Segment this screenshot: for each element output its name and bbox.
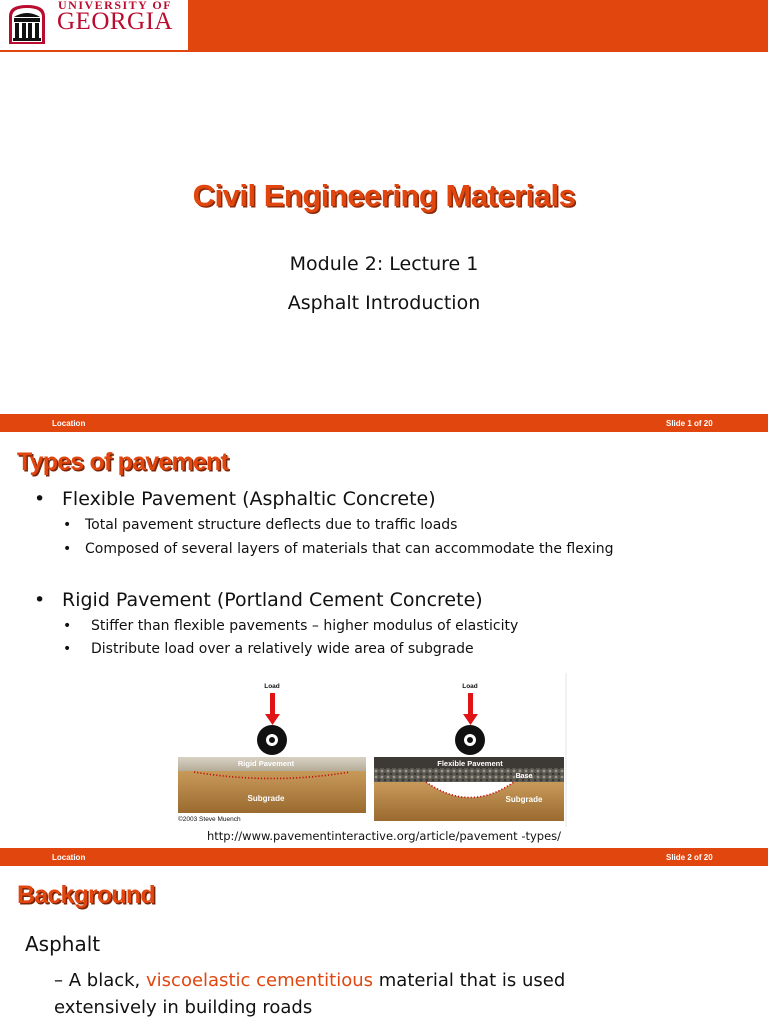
sub-bullet (63, 541, 614, 557)
rigid-label: Rigid Pavement (237, 759, 295, 768)
left-subgrade-label: Subgrade (247, 794, 285, 803)
left-load-label: Load (264, 683, 280, 690)
slide1-subtitle-module: Module 2: Lecture 1 (289, 253, 479, 275)
footer-slide-number: Slide 2 of 20 (666, 853, 713, 862)
bullet-dot: • (34, 488, 46, 510)
uga-logo (0, 0, 188, 50)
header-bar (0, 0, 768, 52)
logo-text-line2: GEORGIA (57, 8, 173, 35)
slide2-footer (0, 848, 768, 866)
right-load-arrow (468, 693, 473, 715)
bullet-rigid (34, 589, 483, 611)
definition-text: A black, (68, 970, 141, 991)
arch-logo-icon (6, 2, 48, 46)
footer-location: Location (52, 853, 86, 862)
sub-bullet (63, 641, 474, 657)
left-wheel-icon (257, 725, 287, 755)
sub-bullet (63, 517, 457, 533)
slide1-title: Civil Engineering Materials (192, 178, 576, 213)
bullet-dot: • (63, 618, 72, 634)
bullet-dot: • (34, 589, 46, 611)
base-label: Base (515, 773, 533, 780)
footer-slide-number: Slide 1 of 20 (666, 419, 713, 428)
figure-source-link: http://www.pavementinteractive.org/article/pavement -types/ (206, 829, 562, 843)
dash: – (54, 970, 63, 991)
bullet-dot: • (63, 641, 72, 657)
asphalt-heading: Asphalt (25, 932, 101, 956)
logo-text-line1: UNIVERSITY OF (58, 0, 173, 12)
sub-bullet (63, 618, 518, 634)
sub-bullet-text: Composed of several layers of materials that can accommodate the flexing (85, 541, 614, 557)
definition-highlight: viscoelastic cementitious (146, 970, 374, 991)
slide2-title: Types of pavement (17, 448, 228, 476)
slide1-footer (0, 414, 768, 432)
bullet-text: Rigid Pavement (Portland Cement Concrete) (62, 589, 483, 611)
sub-bullet-text: Distribute load over a relatively wide area of subgrade (91, 641, 474, 657)
bullet-dot: • (63, 541, 72, 557)
bullet-flexible (34, 488, 436, 510)
bullet-text: Flexible Pavement (Asphaltic Concrete) (62, 488, 436, 510)
footer-location: Location (52, 419, 86, 428)
left-load-arrow (270, 693, 275, 715)
asphalt-definition (54, 967, 654, 1021)
bullet-dot: • (63, 517, 72, 533)
sub-bullet-text: Total pavement structure deflects due to traffic loads (85, 517, 458, 533)
slide3-title: Background (17, 881, 155, 909)
sub-bullet-text: Stiffer than flexible pavements – higher modulus of elasticity (91, 618, 519, 634)
right-load-label: Load (462, 683, 478, 690)
flexible-label: Flexible Pavement (437, 759, 503, 768)
pavement-diagram (176, 673, 568, 827)
definition-text-rest: material that is used extensively in building roads (54, 970, 566, 1018)
copyright-text: ©2003 Steve Muench (178, 816, 241, 823)
right-wheel-icon (455, 725, 485, 755)
slide1-subtitle-topic: Asphalt Introduction (287, 292, 481, 314)
base-layer (374, 768, 564, 782)
left-subgrade (178, 771, 366, 813)
right-subgrade-label: Subgrade (505, 795, 543, 804)
